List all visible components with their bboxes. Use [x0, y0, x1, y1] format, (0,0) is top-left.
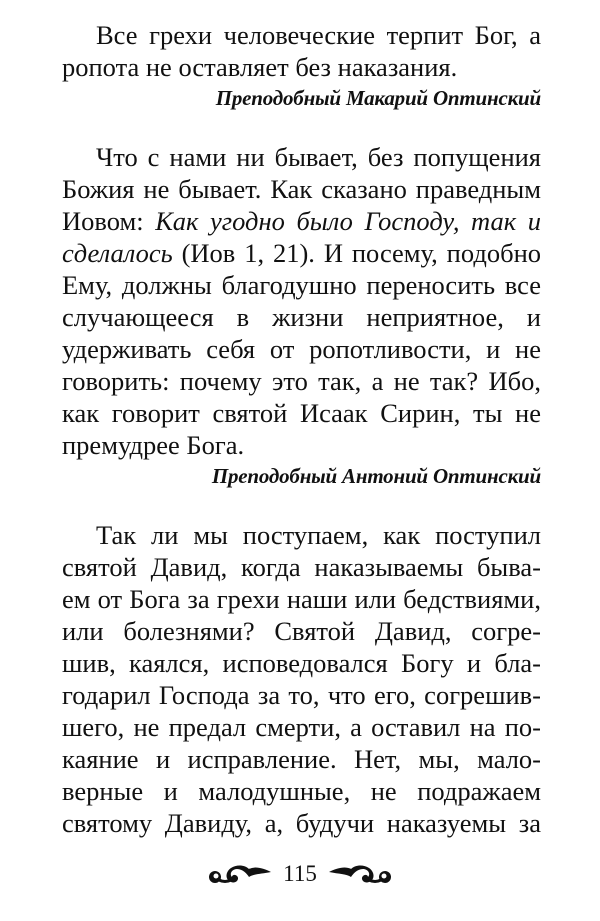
- text-line: премудрее Бога.: [62, 430, 245, 460]
- text-line: ем от Бога за грехи наши или бедствиями,: [62, 584, 541, 614]
- scroll-ornament-right-icon: [327, 860, 395, 888]
- page-number: 115: [283, 861, 317, 886]
- quote-author: Преподобный Макарий Оптинский: [215, 86, 541, 110]
- scripture-quote-italic: сделалось: [62, 238, 173, 268]
- text-line: Что с нами ни бывает, без попущения: [96, 142, 541, 172]
- text-line: Божия не бывает. Как сказано праведным: [62, 174, 541, 204]
- text-line-mixed: [62, 237, 541, 269]
- scripture-quote-italic: Как угодно было Господу, так и: [155, 206, 541, 236]
- scroll-ornament-left-icon: [205, 860, 273, 888]
- text-line-mixed: [62, 205, 541, 237]
- quote-makariy: [62, 19, 541, 115]
- paragraph-gap: [62, 493, 541, 519]
- quote-antoniy: [62, 141, 541, 493]
- text-line: Все грехи человеческие терпит Бог, а: [96, 20, 541, 50]
- text-line: каяние и исправление. Нет, мы, мало-: [62, 744, 541, 774]
- text-line: ропота не оставляет без наказания.: [62, 52, 458, 82]
- text-line: удерживать себя от ропотливости, и не: [62, 334, 541, 364]
- text-line: шего, не предал смерти, а оставил на по-: [62, 712, 541, 742]
- book-page: [62, 19, 541, 839]
- text-line: Ему, должны благодушно переносить все: [62, 270, 541, 300]
- text-line: святой Давид, когда наказываемы быва-: [62, 552, 541, 582]
- paragraph-david: [62, 519, 541, 839]
- quote-author: Преподобный Антоний Оптинский: [211, 464, 541, 488]
- text-normal: Иовом:: [62, 206, 156, 236]
- paragraph-gap: [62, 115, 541, 141]
- text-line: годарил Господа за то, что его, согрешив-: [62, 680, 541, 710]
- text-line: как говорит святой Исаак Сирин, ты не: [62, 398, 541, 428]
- text-normal: (Иов 1, 21). И посему, подобно: [172, 238, 541, 268]
- text-line: верные и малодушные, не подражаем: [62, 776, 541, 806]
- text-line: случающееся в жизни неприятное, и: [62, 302, 541, 332]
- text-line: святому Давиду, а, будучи наказуемы за: [62, 808, 541, 838]
- text-line: или болезнями? Святой Давид, согре-: [62, 616, 541, 646]
- text-line: говорить: почему это так, а не так? Ибо,: [62, 366, 541, 396]
- page-footer: [0, 856, 600, 892]
- text-line: шив, каялся, исповедовался Богу и бла-: [62, 648, 541, 678]
- text-line: Так ли мы поступаем, как поступил: [96, 520, 541, 550]
